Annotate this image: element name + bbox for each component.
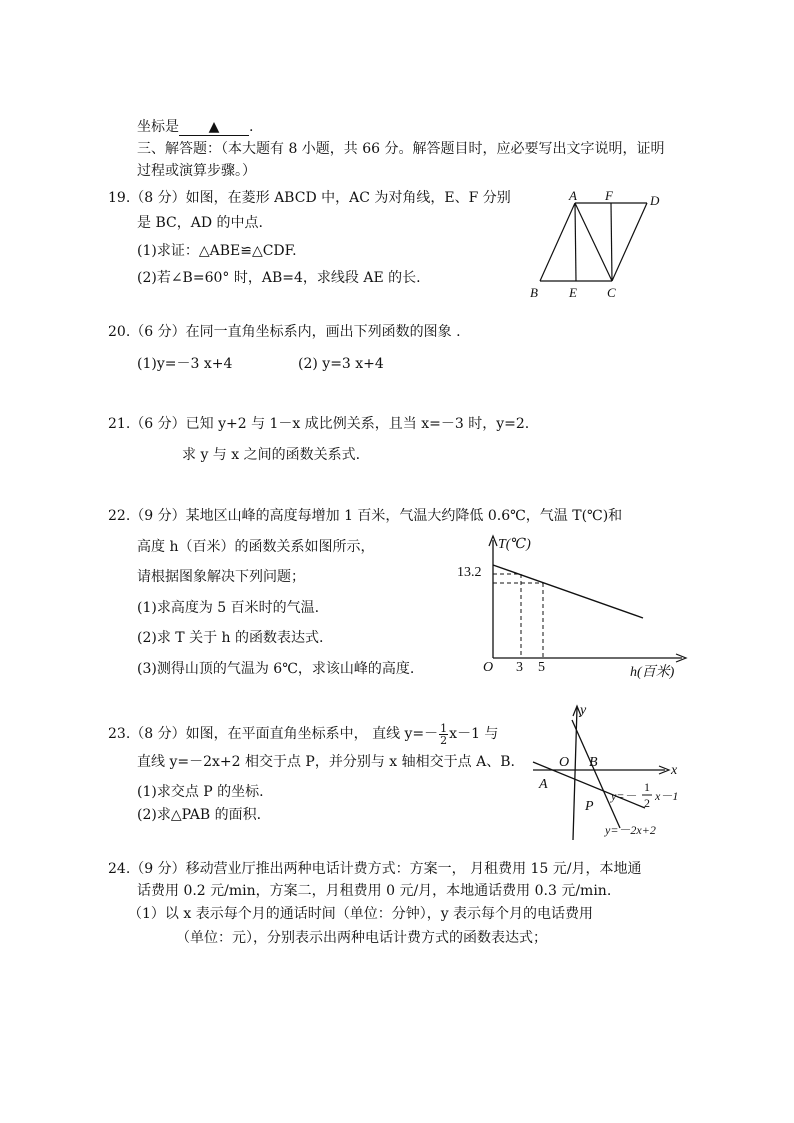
origin-label: O — [483, 660, 494, 675]
coordinate-figure — [525, 700, 700, 845]
label-e: E — [569, 285, 577, 300]
q19-part-1: (1)求证：△ABE≌△CDF. — [137, 243, 297, 259]
q23-line-1-start: 23.（8 分）如图，在平面直角坐标系中， 直线 y=－ — [108, 726, 439, 742]
q19-line-2: 是 BC，AD 的中点. — [137, 215, 263, 231]
temperature-height-graph — [450, 528, 700, 684]
answer-prefix: 坐标是 — [137, 119, 179, 135]
eq1-end: x－1 — [655, 789, 679, 803]
q21-line-1: 21.（6 分）已知 y+2 与 1－x 成比例关系，且当 x=－3 时，y=2. — [108, 416, 530, 432]
section-heading: 三、解答题：（本大题有 8 小题，共 66 分。解答题目时，应必要写出文字说明，证明 — [137, 141, 665, 157]
line-y-neg-2x-plus-2 — [572, 720, 620, 828]
origin-label: O — [559, 755, 570, 770]
q22-part-2: (2)求 T 关于 h 的函数表达式. — [137, 630, 324, 646]
answer-blank — [179, 120, 249, 136]
section-heading-cont: 过程或演算步骤。） — [137, 163, 256, 179]
q23-line-1 — [108, 722, 498, 746]
q22-part-1: (1)求高度为 5 百米时的气温. — [137, 600, 320, 616]
eq1-denominator: 2 — [644, 796, 650, 810]
y-axis-label: T(℃) — [498, 537, 531, 552]
point-a-label: A — [539, 777, 548, 792]
q21-line-2: 求 y 与 x 之间的函数关系式. — [182, 447, 361, 463]
q23-part-1: (1)求交点 P 的坐标. — [137, 784, 264, 800]
y-label: y — [580, 703, 587, 718]
label-d: D — [650, 193, 660, 208]
label-b: B — [530, 285, 538, 300]
diagonal-ac — [575, 203, 612, 281]
answer-period: . — [249, 119, 254, 135]
q24-line-2: 话费用 0.2 元/min，方案二，月租费用 0 元/月，本地通话费用 0.3 元/min. — [137, 883, 612, 899]
q23-line-2: 直线 y=－2x+2 相交于点 P，并分别与 x 轴相交于点 A、B. — [137, 754, 515, 770]
q22-line-1: 22.（9 分）某地区山峰的高度每增加 1 百米，气温大约降低 0.6℃，气温 T(℃)和 — [108, 508, 623, 524]
x-axis-label: h(百米) — [630, 665, 675, 680]
numerator: 1 — [440, 721, 448, 735]
answer-line — [137, 118, 253, 136]
q20-line-1: 20.（6 分）在同一直角坐标系内，画出下列函数的图象 . — [108, 324, 461, 340]
point-b-label: B — [589, 755, 598, 770]
tick-3: 3 — [516, 660, 523, 675]
temperature-line — [493, 565, 643, 618]
q23-part-2: (2)求△PAB 的面积. — [137, 807, 262, 823]
q22-line-3: 请根据图象解决下列问题； — [137, 569, 305, 585]
eq2-label: y=－2x+2 — [605, 823, 656, 837]
q24-line-1: 24.（9 分）移动营业厅推出两种电话计费方式：方案一， 月租费用 15 元/月，本地通 — [108, 861, 642, 877]
tick-5: 5 — [538, 660, 545, 675]
q23-line-1-end: x－1 与 — [449, 726, 499, 742]
fraction-one-half — [439, 723, 448, 746]
label-a: A — [569, 188, 577, 203]
q24-part-1: （1）以 x 表示每个月的通话时间（单位：分钟），y 表示每个月的电话费用 — [128, 906, 594, 922]
q22-part-3: (3)测得山顶的气温为 6℃，求该山峰的高度. — [137, 661, 415, 677]
denominator: 2 — [440, 733, 448, 747]
side-ab — [540, 203, 575, 281]
triangle-icon: ▲ — [208, 119, 220, 135]
eq1-start: y=－ — [611, 789, 637, 803]
y-intercept-label: 13.2 — [457, 565, 482, 580]
point-p-label: P — [585, 799, 594, 814]
rhombus-figure — [525, 185, 695, 303]
q20-function-1: (1)y=－3 x+4 — [137, 356, 233, 372]
q20-function-2: (2) y=3 x+4 — [298, 356, 384, 372]
side-cd — [612, 203, 647, 281]
segment-cf — [611, 203, 612, 281]
q19-line-1: 19.（8 分）如图，在菱形 ABCD 中，AC 为对角线，E、F 分别 — [108, 190, 511, 206]
label-f: F — [605, 188, 613, 203]
eq1-numerator: 1 — [644, 780, 650, 794]
q24-part-1-cont: （单位：元），分别表示出两种电话计费方式的函数表达式； — [176, 930, 547, 946]
label-c: C — [607, 285, 616, 300]
q19-part-2: (2)若∠B=60° 时，AB=4，求线段 AE 的长. — [137, 270, 421, 286]
q22-line-2: 高度 h（百米）的函数关系如图所示， — [137, 539, 375, 555]
x-label: x — [671, 763, 678, 778]
segment-ae — [575, 203, 576, 281]
